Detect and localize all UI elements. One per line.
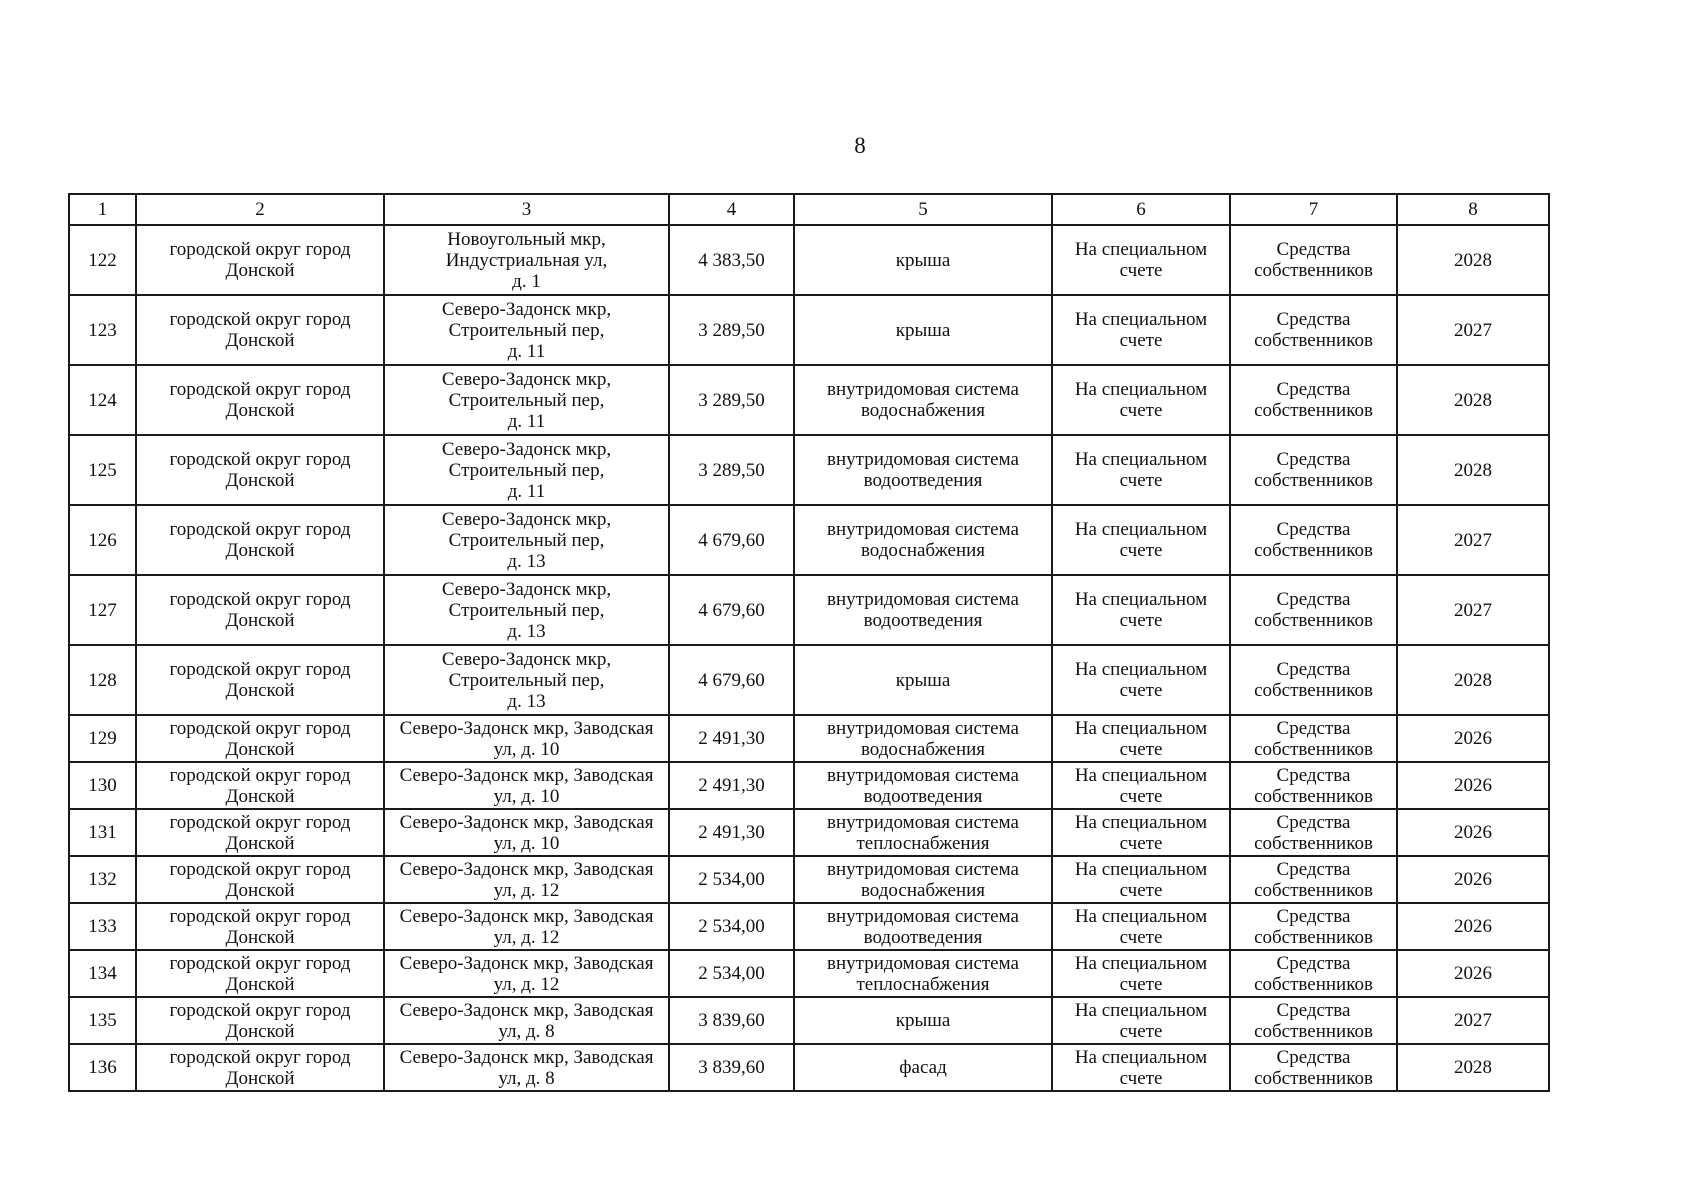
area-cell: 3 839,60	[669, 997, 794, 1044]
year-cell: 2028	[1397, 365, 1549, 435]
element-cell: внутридомовая система теплоснабжения	[794, 950, 1052, 997]
area-cell: 2 491,30	[669, 715, 794, 762]
fund-cell: На специальном счете	[1052, 715, 1230, 762]
fund-cell: На специальном счете	[1052, 575, 1230, 645]
source-cell: Средства собственников	[1230, 762, 1397, 809]
table-row	[69, 715, 1549, 762]
row-number: 135	[69, 997, 136, 1044]
address-cell: Северо-Задонск мкр, Заводская ул, д. 8	[384, 997, 669, 1044]
source-cell: Средства собственников	[1230, 225, 1397, 295]
fund-cell: На специальном счете	[1052, 903, 1230, 950]
district-cell: городской округ город Донской	[136, 997, 384, 1044]
page-number: 8	[854, 133, 866, 158]
year-cell: 2028	[1397, 435, 1549, 505]
row-number: 131	[69, 809, 136, 856]
district-cell: городской округ город Донской	[136, 365, 384, 435]
element-cell: крыша	[794, 997, 1052, 1044]
address-cell: Северо-Задонск мкр, Заводская ул, д. 12	[384, 903, 669, 950]
fund-cell: На специальном счете	[1052, 1044, 1230, 1091]
column-number: 3	[384, 194, 669, 225]
area-cell: 2 491,30	[669, 809, 794, 856]
row-number: 123	[69, 295, 136, 365]
area-cell: 4 679,60	[669, 645, 794, 715]
area-cell: 3 839,60	[669, 1044, 794, 1091]
year-cell: 2026	[1397, 950, 1549, 997]
row-number: 127	[69, 575, 136, 645]
year-cell: 2028	[1397, 1044, 1549, 1091]
table-row	[69, 856, 1549, 903]
district-cell: городской округ город Донской	[136, 809, 384, 856]
column-number: 5	[794, 194, 1052, 225]
address-cell: Северо-Задонск мкр, Заводская ул, д. 10	[384, 762, 669, 809]
address-cell: Северо-Задонск мкр, Заводская ул, д. 12	[384, 950, 669, 997]
fund-cell: На специальном счете	[1052, 997, 1230, 1044]
column-number: 8	[1397, 194, 1549, 225]
area-cell: 2 534,00	[669, 903, 794, 950]
area-cell: 3 289,50	[669, 295, 794, 365]
element-cell: внутридомовая система водоотведения	[794, 762, 1052, 809]
table-row	[69, 762, 1549, 809]
element-cell: внутридомовая система водоотведения	[794, 575, 1052, 645]
area-cell: 3 289,50	[669, 365, 794, 435]
column-number: 2	[136, 194, 384, 225]
fund-cell: На специальном счете	[1052, 809, 1230, 856]
district-cell: городской округ город Донской	[136, 950, 384, 997]
table-row	[69, 809, 1549, 856]
district-cell: городской округ город Донской	[136, 505, 384, 575]
district-cell: городской округ город Донской	[136, 435, 384, 505]
element-cell: крыша	[794, 645, 1052, 715]
table-row	[69, 1044, 1549, 1091]
address-cell: Северо-Задонск мкр, Заводская ул, д. 12	[384, 856, 669, 903]
area-cell: 4 679,60	[669, 575, 794, 645]
fund-cell: На специальном счете	[1052, 365, 1230, 435]
year-cell: 2026	[1397, 856, 1549, 903]
element-cell: внутридомовая система водоснабжения	[794, 856, 1052, 903]
row-number: 132	[69, 856, 136, 903]
area-cell: 3 289,50	[669, 435, 794, 505]
year-cell: 2026	[1397, 762, 1549, 809]
district-cell: городской округ город Донской	[136, 645, 384, 715]
year-cell: 2026	[1397, 903, 1549, 950]
element-cell: внутридомовая система водоотведения	[794, 435, 1052, 505]
element-cell: фасад	[794, 1044, 1052, 1091]
source-cell: Средства собственников	[1230, 645, 1397, 715]
source-cell: Средства собственников	[1230, 856, 1397, 903]
source-cell: Средства собственников	[1230, 435, 1397, 505]
district-cell: городской округ город Донской	[136, 1044, 384, 1091]
source-cell: Средства собственников	[1230, 715, 1397, 762]
source-cell: Средства собственников	[1230, 505, 1397, 575]
area-cell: 2 491,30	[669, 762, 794, 809]
table-row	[69, 997, 1549, 1044]
source-cell: Средства собственников	[1230, 950, 1397, 997]
address-cell: Северо-Задонск мкр, Строительный пер, д. 11	[384, 365, 669, 435]
district-cell: городской округ город Донской	[136, 225, 384, 295]
year-cell: 2026	[1397, 715, 1549, 762]
source-cell: Средства собственников	[1230, 295, 1397, 365]
source-cell: Средства собственников	[1230, 575, 1397, 645]
element-cell: внутридомовая система теплоснабжения	[794, 809, 1052, 856]
table-row	[69, 295, 1549, 365]
row-number: 136	[69, 1044, 136, 1091]
year-cell: 2027	[1397, 575, 1549, 645]
area-cell: 2 534,00	[669, 856, 794, 903]
element-cell: внутридомовая система водоснабжения	[794, 715, 1052, 762]
row-number: 122	[69, 225, 136, 295]
fund-cell: На специальном счете	[1052, 225, 1230, 295]
element-cell: внутридомовая система водоснабжения	[794, 505, 1052, 575]
row-number: 125	[69, 435, 136, 505]
district-cell: городской округ город Донской	[136, 575, 384, 645]
source-cell: Средства собственников	[1230, 903, 1397, 950]
address-cell: Северо-Задонск мкр, Строительный пер, д. 13	[384, 505, 669, 575]
fund-cell: На специальном счете	[1052, 950, 1230, 997]
table-row	[69, 435, 1549, 505]
address-cell: Северо-Задонск мкр, Строительный пер, д. 13	[384, 575, 669, 645]
year-cell: 2027	[1397, 997, 1549, 1044]
row-number: 126	[69, 505, 136, 575]
address-cell: Северо-Задонск мкр, Строительный пер, д. 11	[384, 295, 669, 365]
district-cell: городской округ город Донской	[136, 856, 384, 903]
area-cell: 4 383,50	[669, 225, 794, 295]
fund-cell: На специальном счете	[1052, 295, 1230, 365]
address-cell: Северо-Задонск мкр, Строительный пер, д. 11	[384, 435, 669, 505]
table-row	[69, 903, 1549, 950]
table-row	[69, 575, 1549, 645]
area-cell: 4 679,60	[669, 505, 794, 575]
repair-schedule-table	[68, 193, 1550, 1092]
district-cell: городской округ город Донской	[136, 295, 384, 365]
source-cell: Средства собственников	[1230, 809, 1397, 856]
source-cell: Средства собственников	[1230, 365, 1397, 435]
row-number: 128	[69, 645, 136, 715]
year-cell: 2028	[1397, 225, 1549, 295]
address-cell: Северо-Задонск мкр, Заводская ул, д. 10	[384, 715, 669, 762]
source-cell: Средства собственников	[1230, 1044, 1397, 1091]
district-cell: городской округ город Донской	[136, 715, 384, 762]
table-row	[69, 950, 1549, 997]
column-number: 1	[69, 194, 136, 225]
row-number: 129	[69, 715, 136, 762]
district-cell: городской округ город Донской	[136, 903, 384, 950]
table-row	[69, 505, 1549, 575]
row-number: 124	[69, 365, 136, 435]
year-cell: 2027	[1397, 505, 1549, 575]
district-cell: городской округ город Донской	[136, 762, 384, 809]
column-number: 4	[669, 194, 794, 225]
row-number: 130	[69, 762, 136, 809]
column-number-row	[69, 194, 1549, 225]
column-number: 6	[1052, 194, 1230, 225]
table-row	[69, 225, 1549, 295]
row-number: 134	[69, 950, 136, 997]
year-cell: 2028	[1397, 645, 1549, 715]
fund-cell: На специальном счете	[1052, 762, 1230, 809]
fund-cell: На специальном счете	[1052, 435, 1230, 505]
element-cell: внутридомовая система водоснабжения	[794, 365, 1052, 435]
element-cell: внутридомовая система водоотведения	[794, 903, 1052, 950]
address-cell: Новоугольный мкр, Индустриальная ул, д. 1	[384, 225, 669, 295]
area-cell: 2 534,00	[669, 950, 794, 997]
address-cell: Северо-Задонск мкр, Заводская ул, д. 8	[384, 1044, 669, 1091]
column-number: 7	[1230, 194, 1397, 225]
element-cell: крыша	[794, 295, 1052, 365]
year-cell: 2026	[1397, 809, 1549, 856]
row-number: 133	[69, 903, 136, 950]
fund-cell: На специальном счете	[1052, 856, 1230, 903]
table-row	[69, 645, 1549, 715]
address-cell: Северо-Задонск мкр, Заводская ул, д. 10	[384, 809, 669, 856]
table-row	[69, 365, 1549, 435]
source-cell: Средства собственников	[1230, 997, 1397, 1044]
fund-cell: На специальном счете	[1052, 645, 1230, 715]
element-cell: крыша	[794, 225, 1052, 295]
fund-cell: На специальном счете	[1052, 505, 1230, 575]
year-cell: 2027	[1397, 295, 1549, 365]
address-cell: Северо-Задонск мкр, Строительный пер, д. 13	[384, 645, 669, 715]
